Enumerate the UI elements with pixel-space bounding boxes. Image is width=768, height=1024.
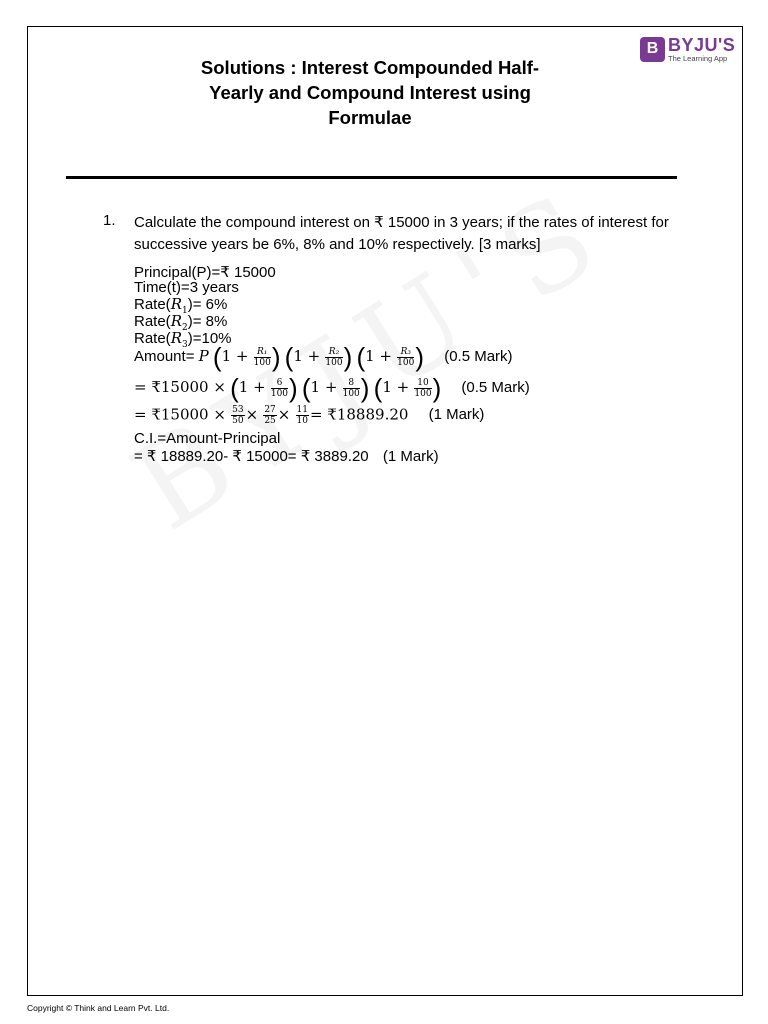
open-paren: ( — [212, 342, 222, 372]
open-paren: ( — [230, 373, 239, 403]
substitution-line — [134, 375, 530, 401]
copyright-footer: Copyright © Think and Learn Pvt. Ltd. — [27, 1003, 170, 1013]
brand-tagline: The Learning App — [668, 54, 728, 63]
r2-value: )= 8% — [187, 313, 228, 330]
question-number: 1. — [103, 212, 116, 229]
step-3-prefix: = ₹15000 × — [134, 405, 226, 424]
mark-note: (0.5 Mark) — [461, 378, 530, 396]
brand-logo[interactable] — [640, 36, 735, 63]
one-plus: 1 + — [221, 346, 249, 365]
r1-subscript: 1 — [181, 306, 188, 316]
ci-calculation: = ₹ 18889.20- ₹ 15000= ₹ 3889.20 — [134, 448, 369, 465]
step-2-prefix: = ₹15000 × — [134, 377, 226, 396]
fraction-6-over-100: $\frac{6}{100}$ — [270, 377, 289, 399]
open-paren: ( — [284, 342, 294, 372]
one-plus: 1 + — [382, 377, 410, 396]
open-paren: ( — [373, 373, 383, 403]
time-line: Time(t)=3 years — [134, 279, 239, 296]
ci-label-line: C.I.=Amount-Principal — [134, 430, 281, 447]
question-text: Calculate the compound interest on ₹ 15000 in 3 years; if the rates of interest for successive years be 6%, 8% and 10% respectively. [3 marks] — [134, 214, 669, 253]
mark-note: (1 Mark) — [382, 448, 439, 465]
ci-calc-line — [134, 447, 439, 465]
rate-label: Rate( — [134, 330, 171, 347]
r1-symbol: R — [170, 295, 182, 313]
close-paren: ) — [432, 373, 442, 403]
mark-note: (0.5 Mark) — [444, 347, 513, 365]
one-plus: 1 + — [238, 377, 266, 396]
fraction-r3-over-100: $\frac{\text{R₃}}{100}$ — [397, 346, 415, 368]
close-paren: ) — [289, 373, 298, 403]
title-line-2: Yearly and Compound Interest using — [209, 82, 531, 103]
fraction-r2-over-100: $\frac{\text{R₂}}{100}$ — [325, 346, 343, 368]
amount-formula-line — [134, 344, 513, 370]
open-paren: ( — [301, 373, 311, 403]
r3-symbol: R — [170, 329, 182, 347]
title-divider — [66, 176, 677, 179]
r2-symbol: R — [170, 312, 182, 330]
simplification-line — [134, 405, 484, 426]
r1-value: )= 6% — [187, 296, 228, 313]
fraction-11-over-10: $\frac{11}{10}$ — [296, 405, 308, 426]
fraction-10-over-100: $\frac{10}{100}$ — [414, 377, 432, 399]
close-paren: ) — [360, 373, 370, 403]
title-line-1: Solutions : Interest Compounded Half- — [200, 57, 540, 78]
fraction-8-over-100: $\frac{8}{100}$ — [342, 377, 360, 399]
one-plus: 1 + — [310, 377, 338, 396]
close-paren: ) — [343, 342, 353, 372]
close-paren: ) — [271, 342, 281, 372]
title-line-3: Formulae — [328, 107, 412, 128]
times-sign: × — [245, 405, 259, 424]
brand-logo-icon: B — [640, 37, 665, 62]
fraction-27-over-25: $\frac{27}{25}$ — [264, 405, 276, 426]
rate-label: Rate( — [134, 313, 171, 330]
times-sign: × — [277, 405, 291, 424]
mark-note: (1 Mark) — [428, 406, 485, 424]
page-title — [175, 55, 565, 130]
principal-line: Principal(P)=₹ 15000 — [134, 264, 276, 281]
close-paren: ) — [415, 342, 425, 372]
amount-label: Amount= — [134, 347, 195, 365]
r3-value: )=10% — [187, 330, 232, 347]
brand-name: BYJU'S — [668, 35, 736, 55]
fraction-r1-over-100: $\frac{\text{R₁}}{100}$ — [253, 346, 271, 368]
r3-subscript: 3 — [181, 340, 188, 350]
one-plus: 1 + — [293, 346, 321, 365]
step-3-result: = ₹18889.20 — [309, 405, 409, 424]
rate-label: Rate( — [134, 296, 171, 313]
one-plus: 1 + — [365, 346, 392, 365]
principal-symbol: P — [198, 346, 209, 365]
fraction-53-over-50: $\frac{53}{50}$ — [232, 405, 244, 426]
open-paren: ( — [356, 342, 366, 372]
r2-subscript: 2 — [181, 323, 188, 333]
